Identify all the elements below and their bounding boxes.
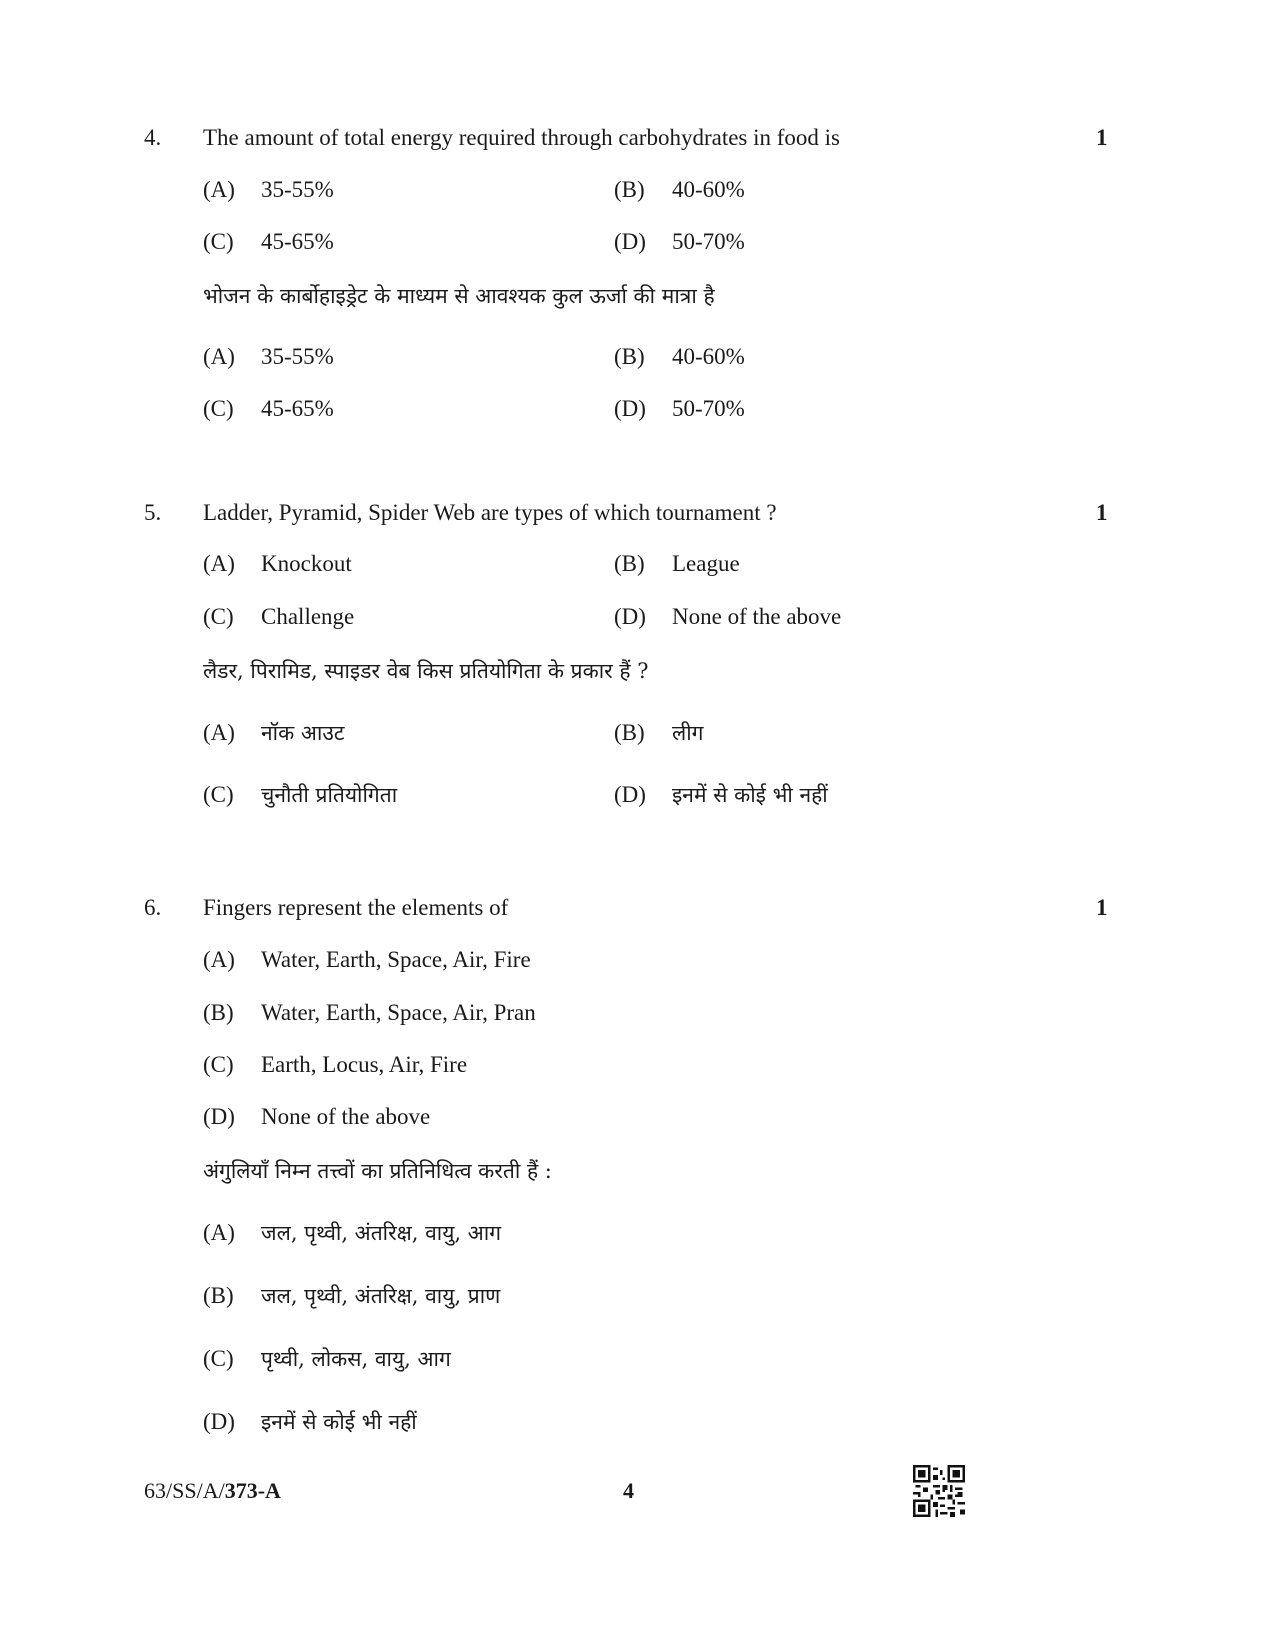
option-letter: (B) [614,551,645,576]
option-a-en [203,175,334,205]
option-d-hi [203,1407,417,1437]
option-c-hi [203,394,334,424]
question-number: 5. [144,500,162,525]
option-letter: (A) [203,720,235,745]
paper-code-prefix: 63/SS/A/ [144,1478,225,1503]
question-text-hi: अंगुलियाँ निम्न तत्त्वों का प्रतिनिधित्व करती हैं : [203,1159,552,1183]
option-letter: (C) [203,396,234,421]
option-c-en [203,1050,467,1080]
option-d-en [614,602,841,632]
option-letter: (A) [203,1220,235,1245]
option-letter: (D) [614,782,646,807]
option-d-en [203,1102,430,1132]
option-letter: (C) [203,1346,234,1371]
option-d-hi [614,394,745,424]
option-text: League [672,551,740,576]
option-letter: (B) [614,177,645,202]
option-letter: (C) [203,1052,234,1077]
question-text-en: The amount of total energy required through carbohydrates in food is [203,125,841,150]
option-text: 35-55% [261,177,334,202]
option-text: Water, Earth, Space, Air, Fire [261,947,531,972]
option-text: Challenge [261,604,355,629]
option-c-en [203,227,334,257]
option-text: 45-65% [261,396,334,421]
option-letter: (A) [203,177,235,202]
question-text-en: Ladder, Pyramid, Spider Web are types of which tournament ? [203,500,777,525]
option-c-hi [203,1344,451,1374]
option-text: इनमें से कोई भी नहीं [261,1410,417,1434]
option-letter: (A) [203,344,235,369]
option-text: 45-65% [261,229,334,254]
question-marks: 1 [1096,895,1108,920]
option-text: जल, पृथ्वी, अंतरिक्ष, वायु, प्राण [261,1284,501,1308]
option-c-en [203,602,354,632]
paper-code [144,1476,281,1506]
question-number: 6. [144,895,162,920]
option-text: जल, पृथ्वी, अंतरिक्ष, वायु, आग [261,1221,502,1245]
option-letter: (D) [203,1409,235,1434]
qr-code-icon [913,1465,965,1517]
option-text: None of the above [261,1104,431,1129]
option-b-en [203,998,536,1028]
option-letter: (B) [614,720,645,745]
option-letter: (C) [203,604,234,629]
option-d-en [614,227,745,257]
option-letter: (A) [203,947,235,972]
option-text: Water, Earth, Space, Air, Pran [261,1000,536,1025]
option-letter: (A) [203,551,235,576]
option-text: पृथ्वी, लोकस, वायु, आग [261,1347,451,1371]
question-text-en: Fingers represent the elements of [203,895,509,920]
option-c-hi [203,780,397,810]
option-text: 50-70% [672,396,745,421]
option-letter: (B) [203,1283,234,1308]
option-text: नॉक आउट [261,721,345,745]
option-letter: (D) [203,1104,235,1129]
option-letter: (D) [614,604,646,629]
option-text: चुनौती प्रतियोगिता [261,783,398,807]
question-text-hi: भोजन के कार्बोहाइड्रेट के माध्यम से आवश्यक कुल ऊर्जा की मात्रा है [203,284,715,308]
option-a-hi [203,342,334,372]
paper-code-bold: 373-A [224,1478,281,1503]
option-text: इनमें से कोई भी नहीं [672,783,828,807]
option-text: Knockout [261,551,352,576]
option-text: 35-55% [261,344,334,369]
option-b-en [614,175,745,205]
question-marks: 1 [1096,125,1108,150]
option-text: लीग [672,721,704,745]
option-a-hi [203,1218,501,1248]
option-text: None of the above [672,604,842,629]
option-letter: (B) [614,344,645,369]
option-text: 40-60% [672,344,745,369]
question-text-hi: लैडर, पिरामिड, स्पाइडर वेब किस प्रतियोगिता के प्रकार हैं ? [203,659,649,683]
option-b-hi [614,718,704,748]
question-marks: 1 [1096,500,1108,525]
option-b-hi [203,1281,500,1311]
option-b-en [614,549,740,579]
option-a-en [203,945,531,975]
option-a-en [203,549,352,579]
page-number: 4 [623,1478,634,1503]
option-letter: (D) [614,229,646,254]
option-text: 40-60% [672,177,745,202]
option-a-hi [203,718,344,748]
option-d-hi [614,780,828,810]
option-letter: (C) [203,782,234,807]
option-letter: (C) [203,229,234,254]
option-text: 50-70% [672,229,745,254]
option-b-hi [614,342,745,372]
option-text: Earth, Locus, Air, Fire [261,1052,468,1077]
option-letter: (B) [203,1000,234,1025]
question-number: 4. [144,125,162,150]
option-letter: (D) [614,396,646,421]
